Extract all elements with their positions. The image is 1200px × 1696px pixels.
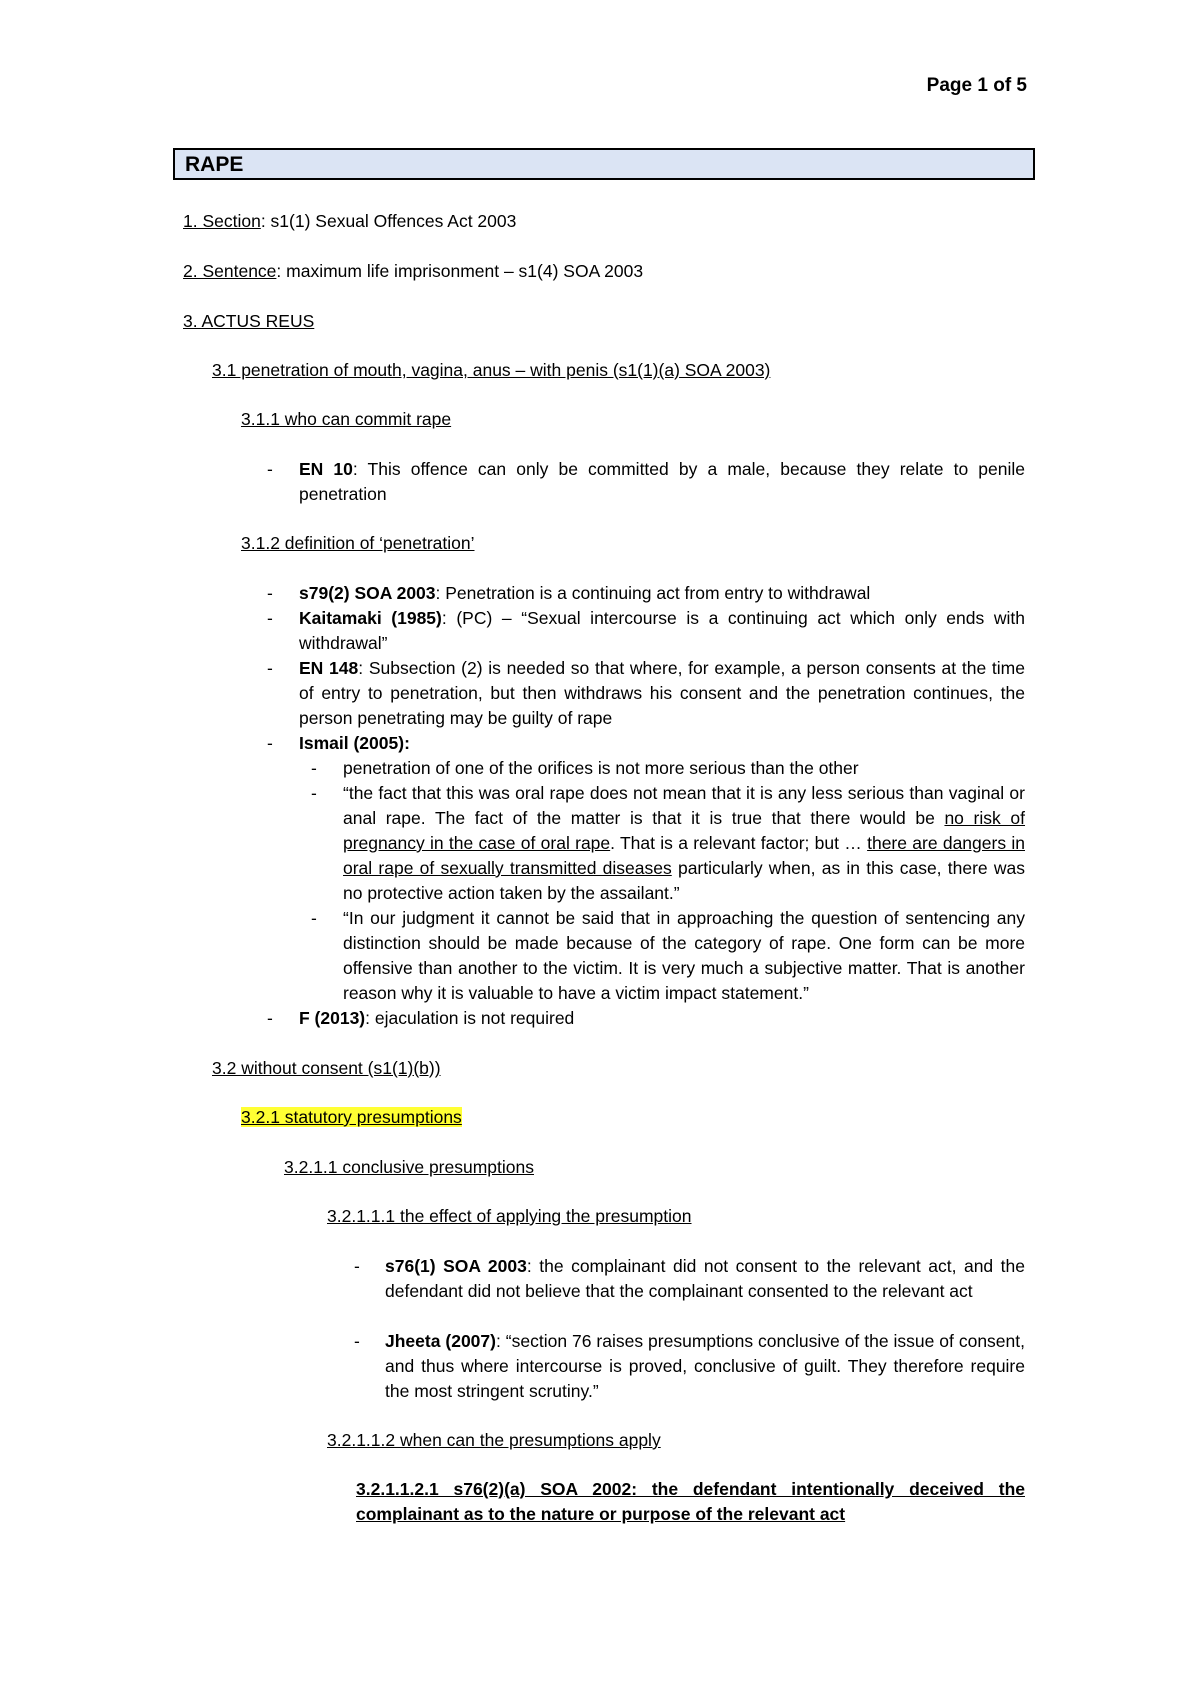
heading-3-2-1-1-1: 3.2.1.1.1 the effect of applying the presumption xyxy=(327,1206,692,1226)
kaitamaki-text: : (PC) – “Sexual intercourse is a continuing act which only ends with withdrawal” xyxy=(299,608,1025,653)
ismail-label: Ismail (2005) xyxy=(299,733,405,753)
s79-item xyxy=(299,581,1025,606)
heading-3-2-1-1-2-1: 3.2.1.1.2.1 s76(2)(a) SOA 2002: the defendant intentionally deceived the complainant as to the nature or purpose of the relevant act xyxy=(356,1479,1025,1524)
bullet-dash: - xyxy=(267,1008,273,1028)
section-heading xyxy=(183,209,516,234)
jheeta-text: : “section 76 raises presumptions conclusive of the issue of consent, and thus where intercourse is proved, conclusive of guilt. They therefore require the most stringent scrutiny.” xyxy=(385,1331,1025,1401)
heading-3-2-1-1-2: 3.2.1.1.2 when can the presumptions apply xyxy=(327,1430,661,1450)
s79-text: : Penetration is a continuing act from entry to withdrawal xyxy=(435,583,871,603)
heading-3-2-1-1: 3.2.1.1 conclusive presumptions xyxy=(284,1157,534,1177)
bullet-dash: - xyxy=(267,733,273,753)
bullet-dash: - xyxy=(354,1331,360,1351)
ismail-quote-part-c: particularly when, as in this case, there was no protective action taken by the assailant.” xyxy=(343,858,1025,903)
s76-text: : the complainant did not consent to the relevant act, and the defendant did not believe that the complainant consented to the relevant act xyxy=(385,1256,1026,1301)
bullet-dash: - xyxy=(267,658,273,678)
page-number: Page 1 of 5 xyxy=(926,75,1027,96)
sentence-text: : maximum life imprisonment – s1(4) SOA 2003 xyxy=(276,261,644,281)
f2013-label: F (2013) xyxy=(299,1008,366,1028)
en10-label: EN 10 xyxy=(299,459,353,479)
en148-label: EN 148 xyxy=(299,658,359,678)
heading-3-1: 3.1 penetration of mouth, vagina, anus – with penis (s1(1)(a) SOA 2003) xyxy=(212,360,771,380)
ismail-point-3: “In our judgment it cannot be said that in approaching the question of sentencing any distinction should be made because of the category of rape. One form can be more offensive than another to the victim. It is very much a subjective matter. That is another reason why it is valuable to have a victim impact statement.” xyxy=(343,908,1025,1003)
bullet-dash: - xyxy=(311,908,317,928)
heading-3-1-1: 3.1.1 who can commit rape xyxy=(241,409,452,429)
ismail-quote-underline-2: there are dangers in oral rape of sexually transmitted diseases xyxy=(343,833,1025,878)
heading-3-2: 3.2 without consent (s1(1)(b)) xyxy=(212,1058,441,1078)
section-label: 1. Section xyxy=(183,211,261,231)
kaitamaki-item xyxy=(299,606,1025,656)
ismail-point-2 xyxy=(343,781,1025,906)
bullet-dash: - xyxy=(311,758,317,778)
en148-text: : Subsection (2) is needed so that where, for example, a person consents at the time of entry to penetration, but then withdraws his consent and the penetration continues, the person penetrating may be guilty of rape xyxy=(299,658,1025,728)
ismail-quote-underline-1: no risk of pregnancy in the case of oral rape xyxy=(343,808,1026,853)
ismail-quote-part-a: “the fact that this was oral rape does not mean that it is any less serious than vaginal or anal rape. The fact of the matter is that it is true that there would be xyxy=(343,783,1025,828)
en10-text: : This offence can only be committed by a male, because they relate to penile penetration xyxy=(299,459,1025,504)
s76-item xyxy=(385,1254,1025,1304)
jheeta-label: Jheeta (2007) xyxy=(385,1331,496,1351)
kaitamaki-label: Kaitamaki (1985) xyxy=(299,608,442,628)
sentence-heading xyxy=(183,259,643,284)
ismail-quote-part-b: . That is a relevant factor; but … xyxy=(610,833,868,853)
section-title-box xyxy=(173,148,1035,180)
actus-reus-heading: 3. ACTUS REUS xyxy=(183,311,315,331)
s76-label: s76(1) SOA 2003 xyxy=(385,1256,527,1276)
s79-label: s79(2) SOA 2003 xyxy=(299,583,436,603)
en148-item xyxy=(299,656,1025,731)
heading-3-2-1 xyxy=(241,1105,462,1130)
sentence-label: 2. Sentence xyxy=(183,261,277,281)
ismail-item xyxy=(299,731,1025,756)
section-text: : s1(1) Sexual Offences Act 2003 xyxy=(260,211,517,231)
ismail-point-1: penetration of one of the orifices is not more serious than the other xyxy=(343,758,859,778)
ismail-colon: : xyxy=(404,733,410,753)
bullet-dash: - xyxy=(267,608,273,628)
section-title: RAPE xyxy=(185,153,244,176)
f2013-item xyxy=(299,1006,1025,1031)
bullet-dash: - xyxy=(267,459,273,479)
jheeta-item xyxy=(385,1329,1025,1404)
f2013-text: : ejaculation is not required xyxy=(365,1008,575,1028)
bullet-dash: - xyxy=(311,783,317,803)
heading-3-1-2: 3.1.2 definition of ‘penetration’ xyxy=(241,533,475,553)
bullet-dash: - xyxy=(354,1256,360,1276)
heading-3-2-1-highlight: 3.2.1 statutory presumptions xyxy=(241,1107,462,1127)
en10-item xyxy=(299,457,1025,507)
bullet-dash: - xyxy=(267,583,273,603)
